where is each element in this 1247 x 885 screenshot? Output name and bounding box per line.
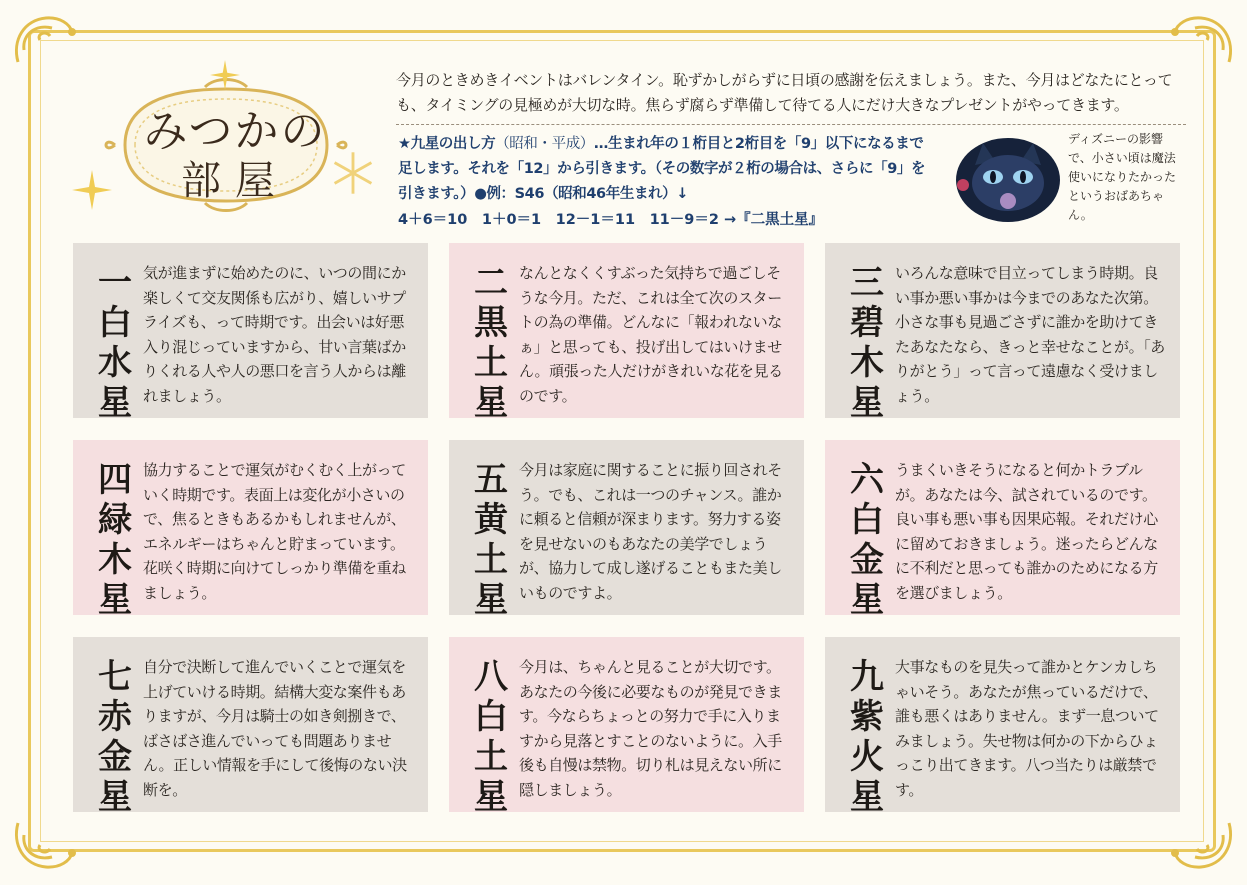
star-fortune: 今月は、ちゃんと見ることが大切です。あなたの今後に必要なものが発見できます。今ならちょっとの努力で手に入りますから見落とすことのないように。入手後も自慢は禁物。切り札は見えない所に隠しましょう。 [519,658,782,799]
howto-text: …生まれ年の１桁目と2桁目を「9」以下になるまで足します。それを「12」から引きます。（その数字が２桁の場合は、さらに「9」を引きます。）●例：S46（昭和46年生まれ）↓ [398,136,926,202]
snowflake-icon [330,150,376,196]
star-fortune: 大事なものを見失って誰かとケンカしちゃいそう。あなたが焦っているだけで、誰も悪くはありません。まず一息ついてみましょう。失せ物は何かの下からひょっこり出てきます。八つ当たりは厳禁です。 [895,658,1159,799]
star-name: 七 赤 金 星 [98,657,132,817]
star-box-6 [825,440,1180,620]
star-name: 三 碧 木 星 [850,263,884,423]
star-name: 四 緑 木 星 [98,460,132,620]
star-fortune: 協力することで運気がむくむく上がっていく時期です。表面上は変化が小さいので、焦るときもあるかもしれませんが、エネルギーはちゃんと貯まっています。花咲く時期に向けてしっかり準備を重ねましょう。 [143,461,406,602]
sparkle-icon [210,60,240,90]
corner-flourish-icon [10,10,80,70]
howto-era: （昭和・平成） [495,136,594,152]
star-box-2 [449,243,804,423]
star-name: 八 白 土 星 [474,657,508,817]
star-name: 六 白 金 星 [850,460,884,620]
corner-flourish-icon [10,815,80,875]
dashed-divider [396,124,1186,125]
star-fortune: なんとなくくすぶった気持ちで過ごしそうな今月。ただ、これは全て次のスタートの為の準備。どんなに「報われないなぁ」と思っても、投げ出してはいけません。頑張った人だけがきれいな花を見るのです。 [519,264,783,405]
star-name: 一 白 水 星 [98,263,132,423]
star-box-1 [73,243,428,423]
star-name: 五 黄 土 星 [474,460,508,620]
star-fortune: 気が進まずに始めたのに、いつの間にか楽しくて交友関係も広がり、嬉しいサプライズも、って時期です。出会いは好悪入り混じっていますから、甘い言葉ばかりくれる人や人の悪口を言う人からは離れましょう。 [143,264,406,405]
howto-formula: 4＋6＝10 1＋0＝1 12－1＝11 11－9＝2 →『二黒土星』 [398,212,824,228]
corner-flourish-icon [1167,10,1237,70]
howto-label: ★九星の出し方 [398,136,496,152]
sparkle-icon [72,170,112,210]
star-fortune: 自分で決断して進んでいくことで運気を上げていける時期。結構大変な案件もありますが、今月は騎士の如き剣捌きで、ばさばさ進んでいっても問題ありません。正しい情報を手にして後悔のない決断を。 [143,658,407,799]
star-box-9 [825,637,1180,817]
star-name: 二 黒 土 星 [474,263,508,423]
star-fortune: うまくいきそうになると何かトラブルが。あなたは今、試されているのです。良い事も悪い事も因果応報。それだけ心に留めておきましょう。迷ったらどんなに不利だと思っても誰かのためになる方を選びましょう。 [895,461,1158,602]
star-name: 九 紫 火 星 [850,657,884,817]
photo-caption: ディズニーの影響で、小さい頃は魔法使いになりたかったというおばあちゃん。 [1068,132,1177,222]
star-fortune: いろんな意味で目立ってしまう時期。良い事か悪い事かは今までのあなた次第。小さな事も見過ごさずに誰かを助けてきたあなたなら、きっと幸せなことが。「ありがとう」って言って遠慮なく受けましょう。 [895,264,1165,405]
star-box-7 [73,637,428,817]
star-box-3 [825,243,1180,423]
intro-text: 今月のときめきイベントはバレンタイン。恥ずかしがらずに日頃の感謝を伝えましょう。また、今月はどなたにとっても、タイミングの見極めが大切な時。焦らず腐らず準備して待てる人にだけ大きなプレゼントがやってきます。 [396,71,1173,114]
star-fortune: 今月は家庭に関することに振り回されそう。でも、これは一つのチャンス。誰かに頼ると信頼が深まります。努力する姿を見せないのもあなたの美学でしょうが、協力して成し遂げることもまた美しいものですよ。 [519,461,782,602]
howto-block [398,132,928,207]
title-cartouche [95,75,357,215]
star-box-4 [73,440,428,620]
page-title: みつかの [143,106,327,157]
cat-photo [953,135,1063,225]
page-title-sub: 部屋 [181,158,289,204]
corner-flourish-icon [1167,815,1237,875]
star-box-8 [449,637,804,817]
star-box-5 [449,440,804,620]
